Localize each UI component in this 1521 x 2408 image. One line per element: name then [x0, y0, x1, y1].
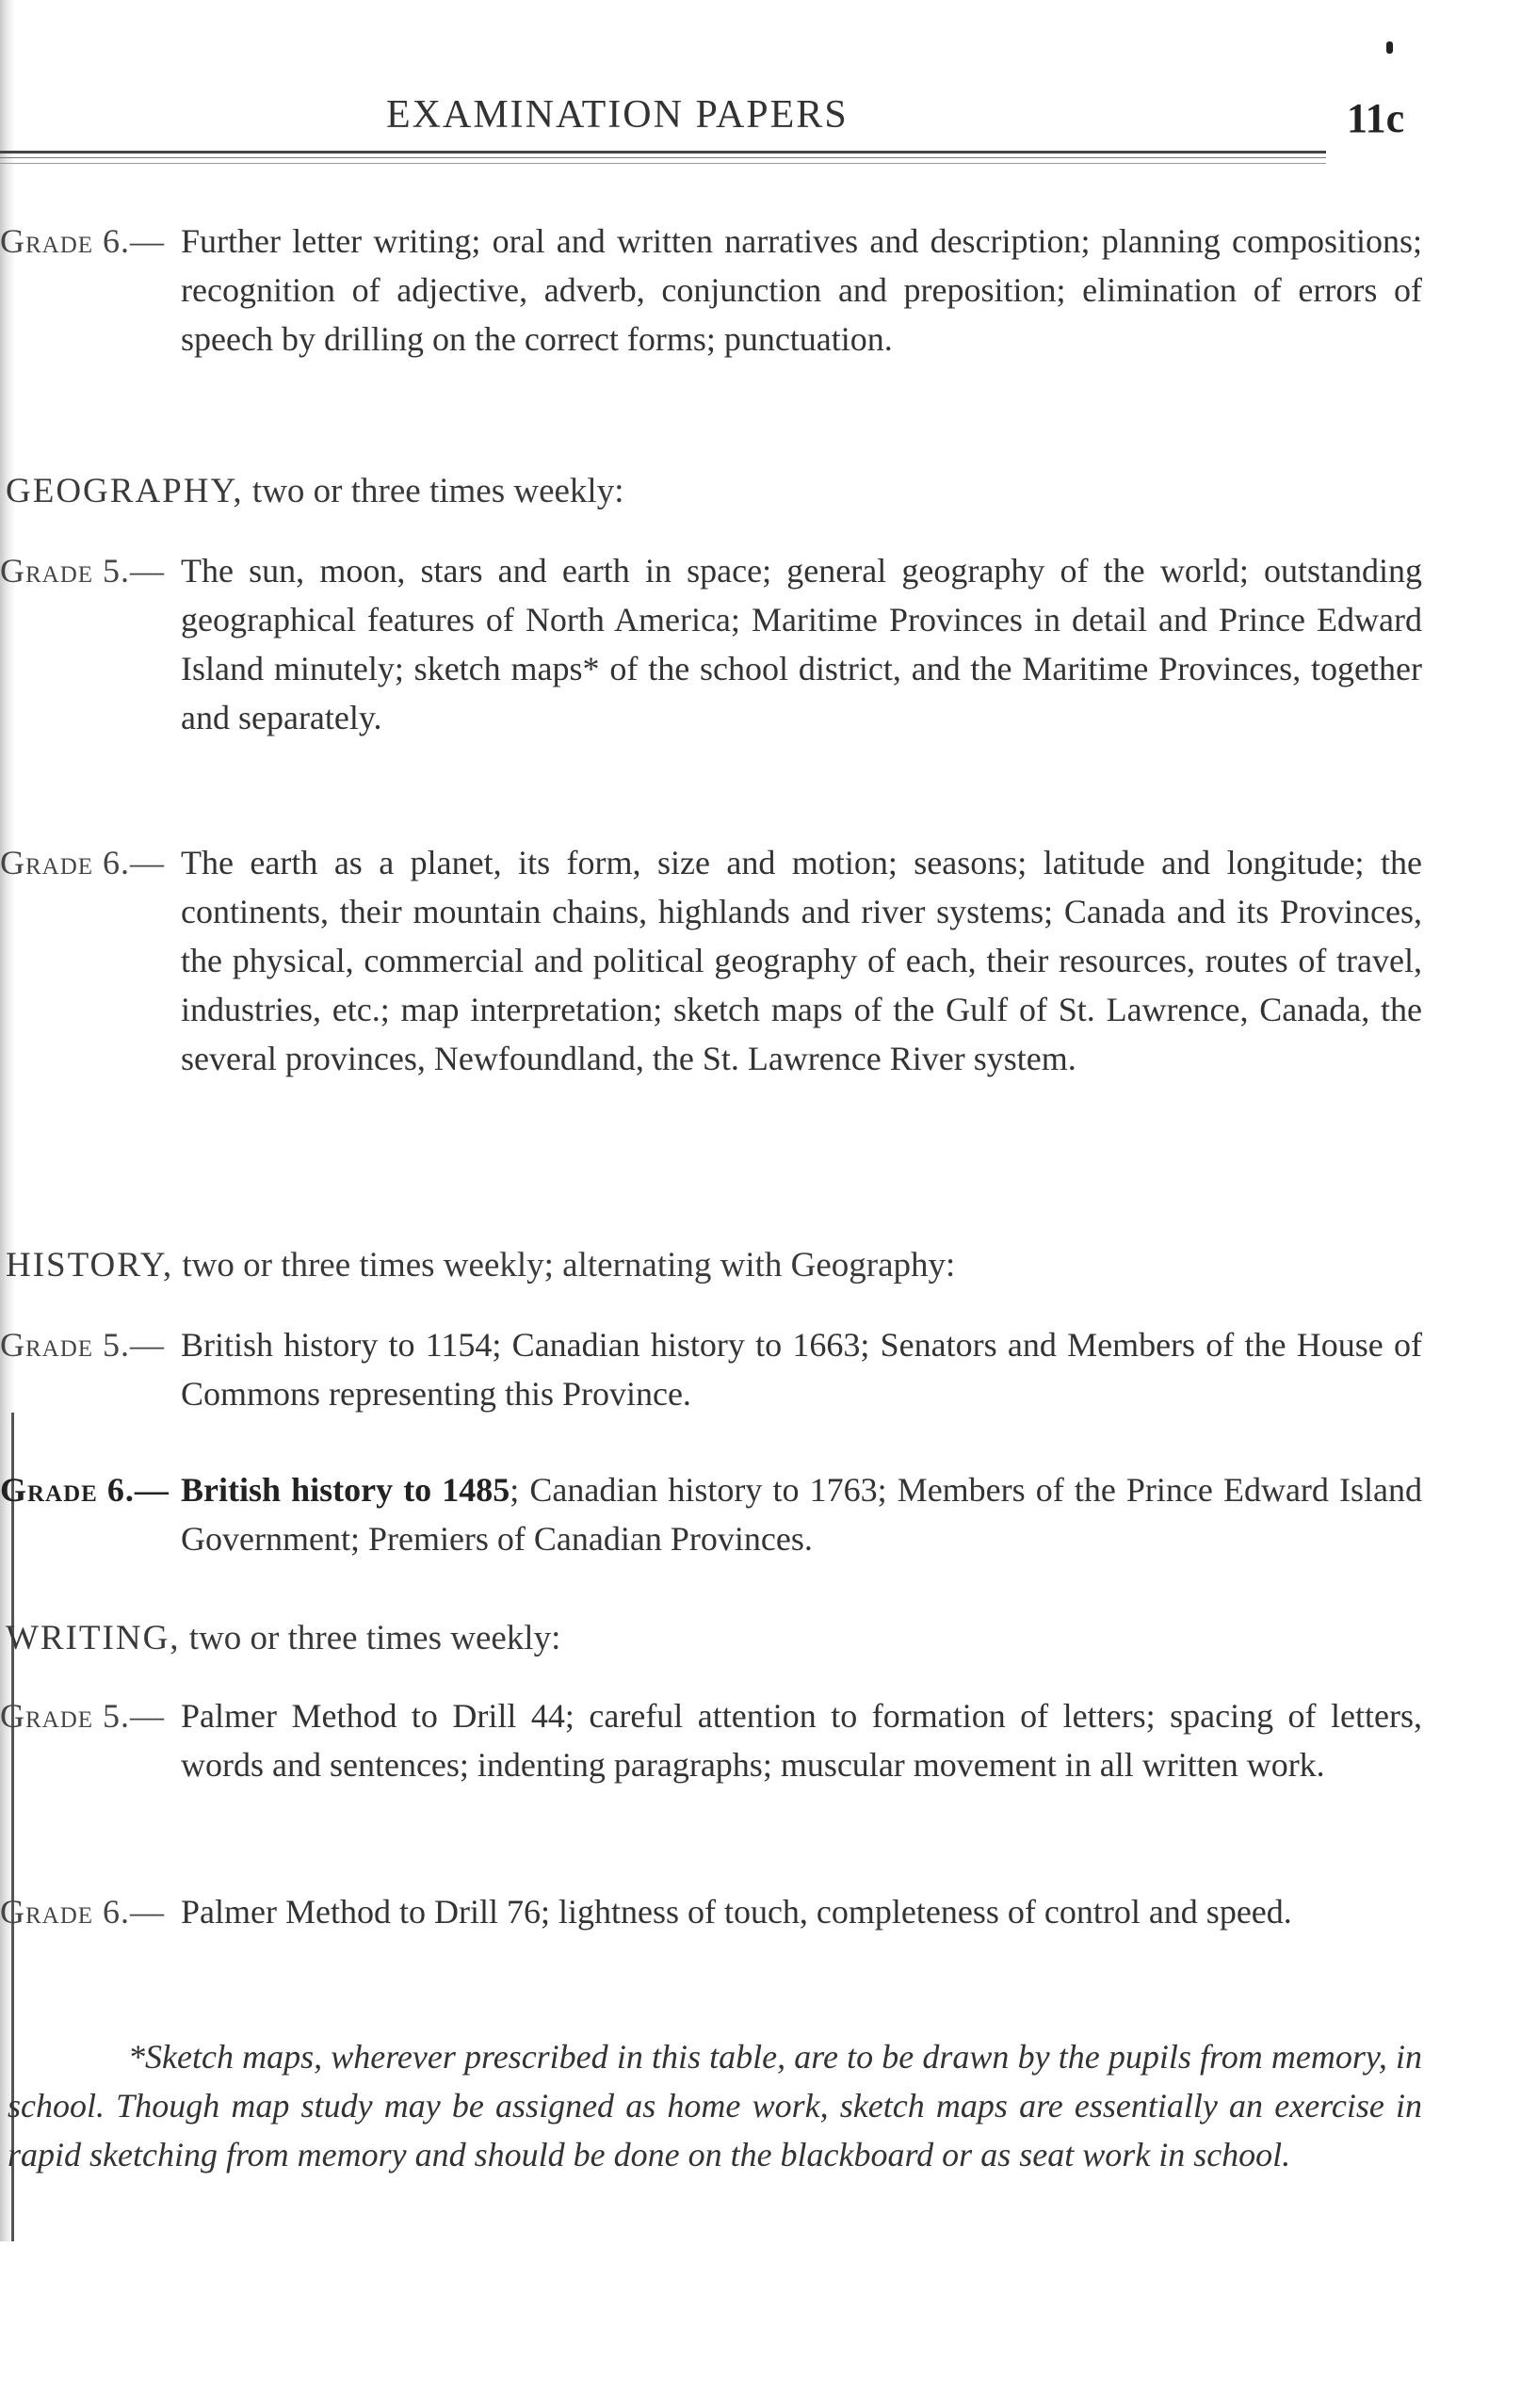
heading-name: HISTORY, [6, 1246, 174, 1285]
grade-text: Further letter writing; oral and written narratives and description; planning compositions; recognition of adjective, adverb, conjunction and preposition; elimination of errors of speech by drilling on the correct forms; punctuation. [181, 222, 1422, 358]
grade-text [181, 1465, 1422, 1563]
grade-text: British history to 1154; Canadian history to 1663; Senators and Members of the House of Commons representing this Province. [181, 1326, 1422, 1413]
writing-heading [6, 1614, 1418, 1663]
ink-speck [1386, 41, 1393, 54]
heading-rest: two or three times weekly: [243, 472, 624, 510]
page-number: 11c [1347, 95, 1405, 141]
grade-label: Grade 5.— [0, 1697, 166, 1735]
grade-label: Grade 6.— [0, 222, 166, 260]
heading-rest: two or three times weekly: [180, 1619, 561, 1657]
footnote: *Sketch maps, wherever prescribed in this table, are to be drawn by the pupils from memory, in school. Though map study may be assigned as home work, sketch maps are essentially an exercise in rapid sketching from memory and should be done on the blackboard or as seat work in school. [8, 2038, 1422, 2174]
header-rule-thin [0, 157, 1326, 158]
grade-text: The earth as a planet, its form, size and motion; seasons; latitude and longitude; the continents, their mountain chains, highlands and river systems; Canada and its Provinces, the physical, commercial and political geography of each, their resources, routes of travel, industries, etc.; map interpretation; sketch maps of the Gulf of St. Lawrence, Canada, the several provinces, Newfoundland, the St. Lawrence River system. [181, 844, 1422, 1077]
history-heading [6, 1241, 1418, 1290]
geography-heading [6, 467, 1418, 516]
grade-label: Grade 5.— [0, 1326, 166, 1364]
page-header [0, 92, 1422, 149]
grade-text: Palmer Method to Drill 76; lightness of touch, completeness of control and speed. [181, 1893, 1292, 1931]
grade-text: Palmer Method to Drill 44; careful attention to formation of letters; spacing of letters, words and sentences; indenting paragraphs; muscular movement in all written work. [181, 1697, 1422, 1784]
running-head: EXAMINATION PAPERS [386, 93, 849, 137]
heading-rest: two or three times weekly; alternating with Geography: [173, 1246, 956, 1285]
heading-name: WRITING, [6, 1619, 181, 1657]
header-rule [0, 151, 1326, 154]
grade-text-rest: ; Canadian history to 1763; Members of the Prince Edward Island Government; Premiers of Canadian Provinces. [181, 1471, 1422, 1558]
grade-label: Grade 6.— [0, 1471, 170, 1509]
grade-label: Grade 5.— [0, 552, 166, 590]
grade-text-strong: British history to 1485 [181, 1471, 510, 1509]
grade-label: Grade 6.— [0, 1893, 166, 1931]
grade-text: The sun, moon, stars and earth in space; general geography of the world; outstanding geographical features of North America; Maritime Provinces in detail and Prince Edward Island minutely; sketch maps* of the school district, and the Maritime Provinces, together and separately. [181, 552, 1422, 736]
heading-name: GEOGRAPHY, [6, 472, 244, 510]
grade-label: Grade 6.— [0, 844, 166, 881]
header-rule-hairline [0, 163, 1326, 164]
